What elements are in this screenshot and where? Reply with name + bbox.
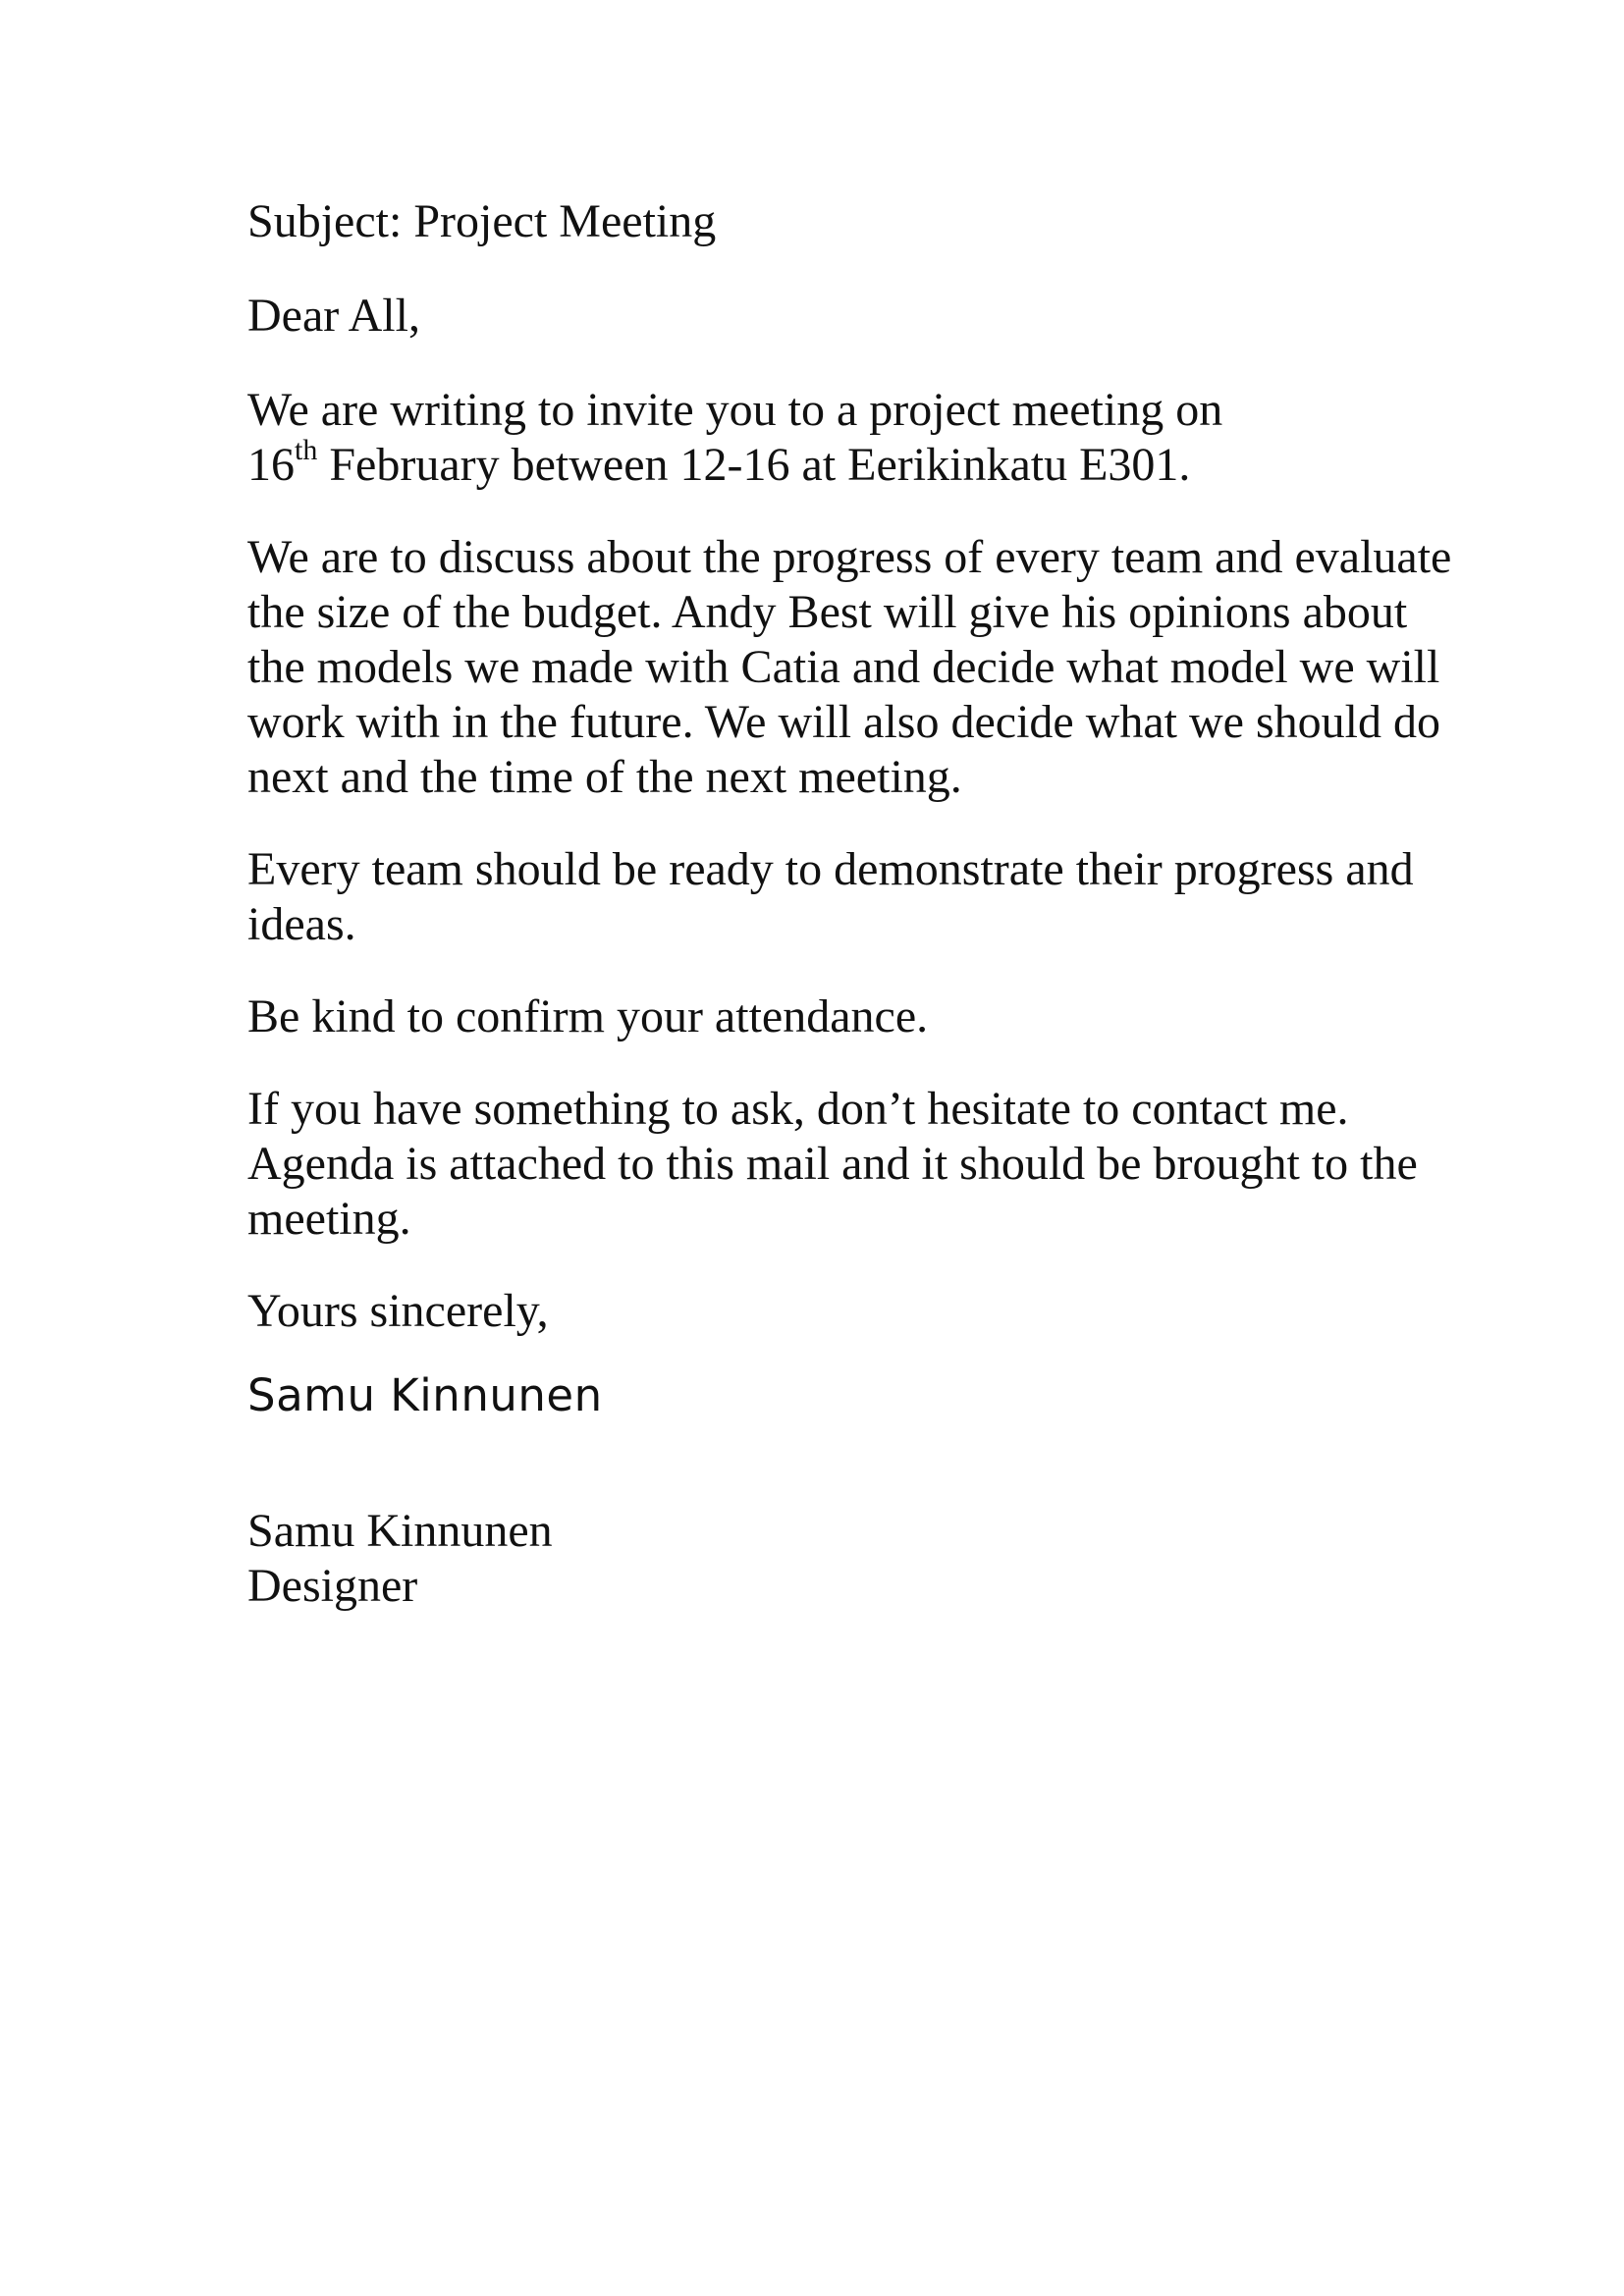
invitation-text-start: We are writing to invite you to a project meeting on — [247, 384, 1223, 436]
teams-paragraph: Every team should be ready to demonstrate their progress and ideas. — [247, 843, 1414, 950]
discussion-paragraph: We are to discuss about the progress of every team and evaluate the size of the budget. Andy Best will give his opinions about the models we made with Catia and decide what model we will work with in the future. We will also decide what we should do next and the time of the next meeting. — [247, 531, 1452, 803]
letter-closing: Yours sincerely, — [247, 1285, 549, 1337]
sender-block — [247, 1504, 1455, 1614]
sender-name: Samu Kinnunen — [247, 1505, 553, 1557]
sender-title: Designer — [247, 1560, 418, 1612]
contact-paragraph: If you have something to ask, don’t hesitate to contact me. Agenda is attached to this mail and it should be brought to the meeting. — [247, 1083, 1418, 1245]
invitation-paragraph — [247, 383, 1455, 493]
letter-body — [247, 194, 1455, 1614]
letter-salutation: Dear All, — [247, 290, 420, 342]
invitation-text-end: February between 12-16 at Eerikinkatu E301. — [329, 439, 1191, 491]
meeting-day-suffix: th — [295, 434, 318, 466]
confirm-paragraph: Be kind to confirm your attendance. — [247, 990, 929, 1042]
meeting-day-number: 16 — [247, 439, 295, 491]
letter-subject: Subject: Project Meeting — [247, 195, 717, 247]
handwritten-signature: Samu Kinnunen — [247, 1369, 603, 1421]
